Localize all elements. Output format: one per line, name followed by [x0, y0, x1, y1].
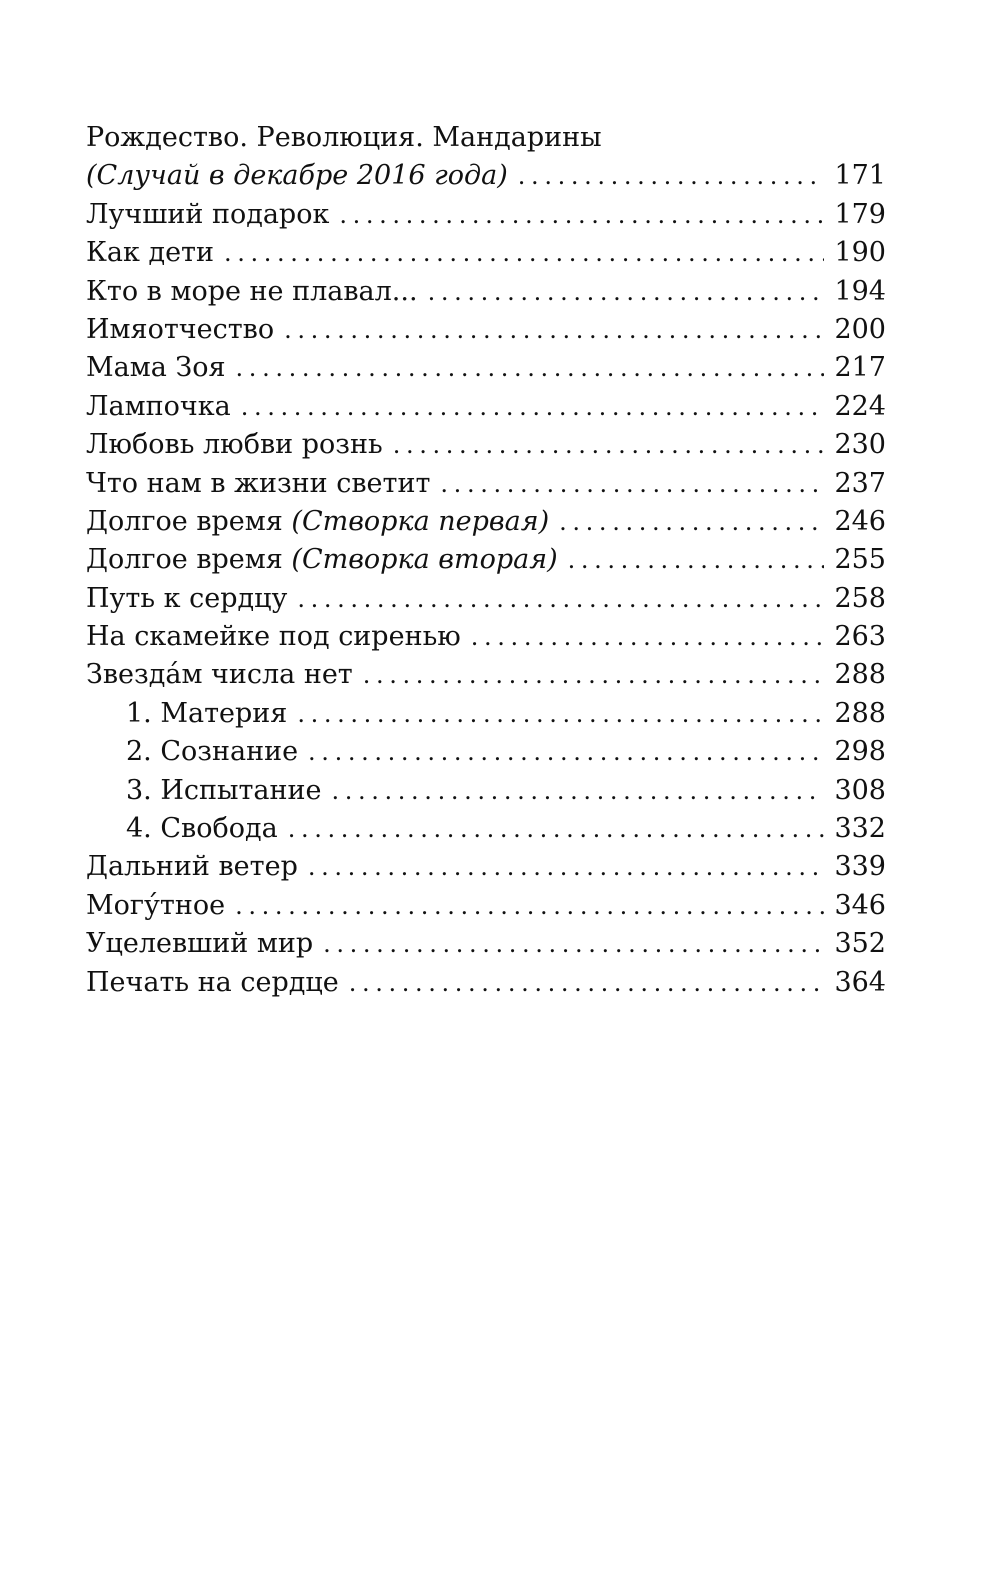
- dot-leader: [323, 925, 824, 963]
- dot-leader: [393, 426, 825, 464]
- toc-entry: [86, 964, 886, 1002]
- toc-entry-title: Любовь любви рознь: [86, 429, 383, 461]
- toc-entry-title: Долгое время: [86, 505, 283, 537]
- toc-entry-title: Печать на сердце: [86, 966, 339, 998]
- toc-entry: [86, 349, 886, 387]
- toc-page-number: 298: [834, 736, 886, 768]
- toc-page-number: 288: [834, 697, 886, 729]
- toc-entry-title: Имяотчество: [86, 313, 275, 345]
- dot-leader: [288, 810, 825, 848]
- dot-leader: [349, 964, 825, 1002]
- toc-entry-title: Путь к сердцу: [86, 582, 288, 614]
- toc-entry-title: На скамейке под сиренью: [86, 621, 461, 653]
- toc-subentry: [86, 810, 886, 848]
- dot-leader: [235, 887, 824, 925]
- toc-entry-title: 2. Сознание: [126, 736, 299, 768]
- toc-page-number: 352: [834, 928, 886, 960]
- toc-entry-title: Уцелевший мир: [86, 928, 314, 960]
- toc-page-number: 194: [834, 275, 886, 307]
- toc-page-number: 308: [834, 774, 886, 806]
- toc-page-number: 258: [834, 582, 886, 614]
- toc-entry-title: Рождество. Революция. Мандарины: [86, 122, 602, 153]
- toc-page-number: 224: [834, 390, 886, 422]
- toc-entry: [86, 925, 886, 963]
- dot-leader: [236, 349, 825, 387]
- dot-leader: [224, 234, 824, 272]
- toc-entry: [86, 465, 886, 503]
- toc-subentry: [86, 695, 886, 733]
- toc-page-number: 190: [834, 237, 886, 269]
- toc-entry: [86, 426, 886, 464]
- toc-page-number: 346: [834, 889, 886, 921]
- toc-page-number: 200: [834, 313, 886, 345]
- toc-entry-title: Дальний ветер: [86, 851, 298, 883]
- dot-leader: [241, 388, 825, 426]
- toc-entry: [86, 656, 886, 694]
- toc-page-number: 255: [834, 544, 886, 576]
- toc-entry-title: Лучший подарок: [86, 198, 330, 230]
- toc-entry-note: (Створка первая): [291, 505, 550, 537]
- toc-entry: [86, 234, 886, 272]
- toc-entry-title: Лампочка: [86, 390, 231, 422]
- toc-subentry: [86, 733, 886, 771]
- toc-page-number: 263: [834, 621, 886, 653]
- toc-entry-title: Как дети: [86, 237, 214, 269]
- dot-leader: [440, 465, 824, 503]
- dot-leader: [297, 695, 824, 733]
- toc-page-number: 171: [834, 160, 886, 192]
- toc-entry-note: (Створка вторая): [291, 544, 558, 576]
- toc-entry: [86, 541, 886, 579]
- toc-page-number: 364: [834, 966, 886, 998]
- dot-leader: [284, 311, 824, 349]
- toc-entry-title: Могу́тное: [86, 889, 226, 921]
- toc-entry: [86, 618, 886, 656]
- toc-page-number: 179: [834, 198, 886, 230]
- toc-entry-title: Что нам в жизни светит: [86, 467, 431, 499]
- dot-leader: [363, 656, 825, 694]
- dot-leader: [339, 196, 824, 234]
- toc-entry: [86, 887, 886, 925]
- dot-leader: [471, 618, 825, 656]
- toc-entry: [86, 580, 886, 618]
- dot-leader: [518, 157, 825, 195]
- toc-entry: [86, 273, 886, 311]
- toc-entry: [86, 388, 886, 426]
- toc-entry-subtitle: (Случай в декабре 2016 года): [86, 160, 508, 192]
- toc-page-number: 332: [834, 813, 886, 845]
- toc-entry: [86, 196, 886, 234]
- toc-subentry: [86, 772, 886, 810]
- dot-leader: [559, 503, 824, 541]
- dot-leader: [308, 848, 825, 886]
- dot-leader: [297, 580, 824, 618]
- dot-leader: [428, 273, 825, 311]
- dot-leader: [332, 772, 825, 810]
- toc-page-number: 230: [834, 429, 886, 461]
- toc-entry: [86, 848, 886, 886]
- toc-page-number: 339: [834, 851, 886, 883]
- table-of-contents: [86, 119, 886, 1002]
- toc-entry: [86, 157, 886, 195]
- toc-entry-title: Кто в море не плавал...: [86, 275, 418, 307]
- toc-entry-title: 1. Материя: [126, 697, 288, 729]
- toc-entry: [86, 311, 886, 349]
- toc-entry-title: Звезда́м числа нет: [86, 659, 353, 691]
- toc-entry: [86, 503, 886, 541]
- toc-page-number: 237: [834, 467, 886, 499]
- toc-page-number: 246: [834, 505, 886, 537]
- dot-leader: [568, 541, 825, 579]
- toc-entry-title: 4. Свобода: [126, 813, 278, 845]
- toc-entry-title: 3. Испытание: [126, 774, 322, 806]
- toc-entry-title: Мама Зоя: [86, 352, 226, 384]
- toc-heading-line: [86, 119, 886, 157]
- dot-leader: [308, 733, 824, 771]
- toc-entry-title: Долгое время: [86, 544, 283, 576]
- toc-page-number: 217: [834, 352, 886, 384]
- toc-page-number: 288: [834, 659, 886, 691]
